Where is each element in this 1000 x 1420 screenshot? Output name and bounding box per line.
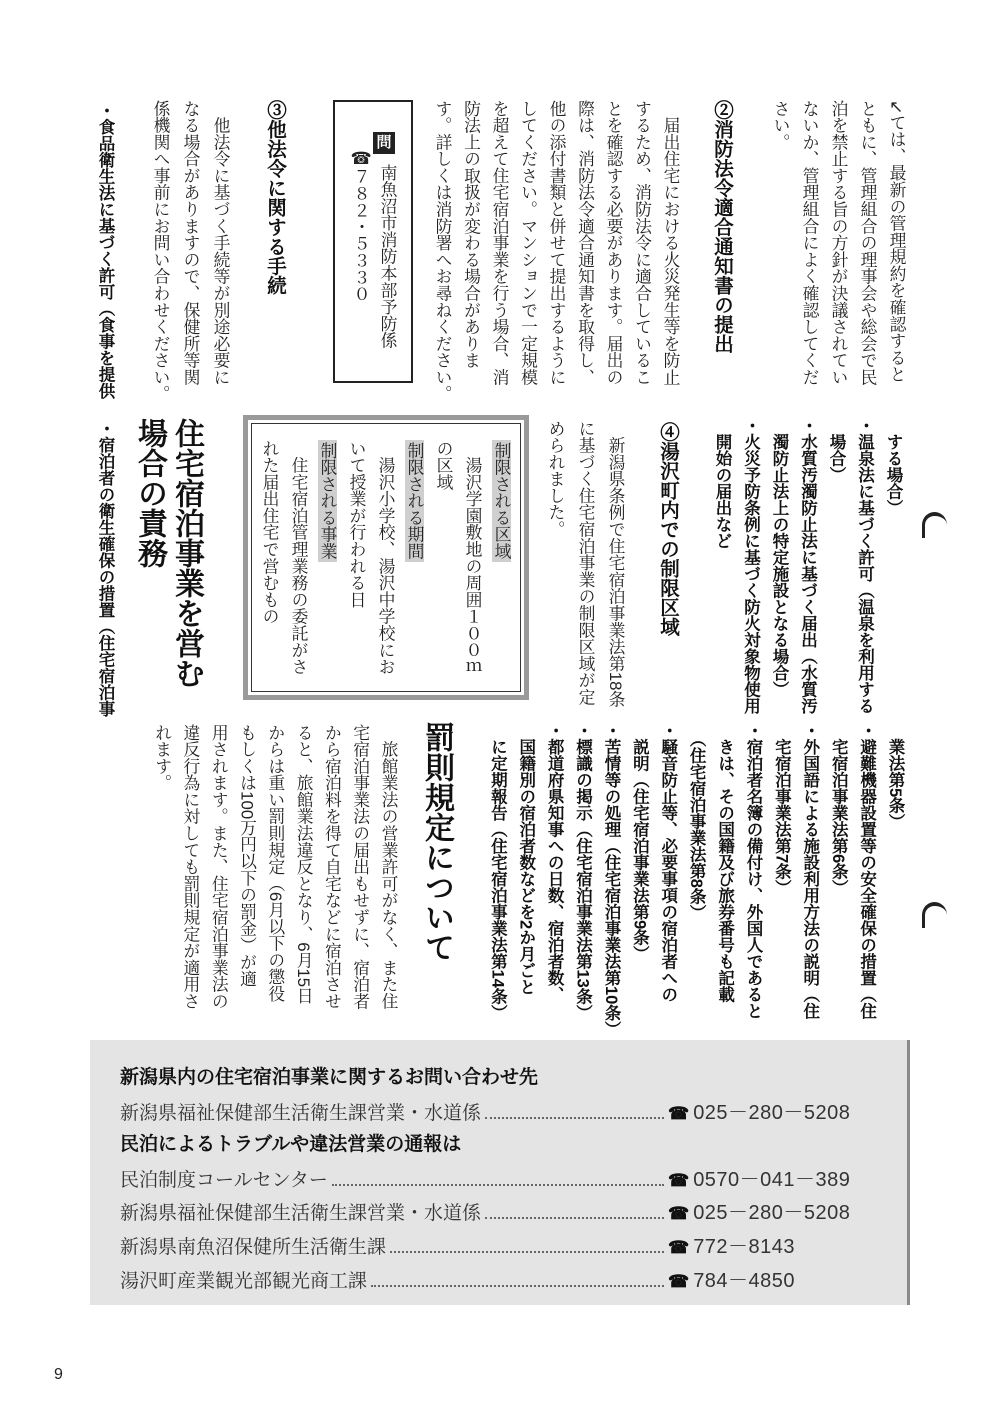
text-column: （住宅宿泊事業法第8条） (687, 722, 706, 921)
section-4-heading: ④湯沢町内での制限区域 (657, 422, 679, 637)
text-column: ・苦情等の処理（住宅宿泊事業法第10条） (601, 722, 620, 1038)
inquiry-label: 問 (373, 132, 395, 154)
text-column: れます。 (152, 724, 172, 792)
text-column: ・標識の掲示（住宅宿泊事業法第13条） (573, 722, 592, 1021)
text-column: 新潟県条例で住宅宿泊事業法第18条 (606, 420, 625, 708)
duties-bullets (483, 722, 909, 1037)
contact-row (120, 1096, 907, 1130)
text-column: ・水質汚濁防止法に基づく届出（水質汚 (798, 417, 817, 714)
restricted-business-title-text: 制限される事業 (318, 442, 337, 560)
food-sanitation-bullet: ・食品衛生法に基づく許可（食事を提供 (96, 102, 114, 399)
contact-phone: 784－4850 (693, 1269, 796, 1292)
text-column: 業法第5条） (886, 722, 904, 831)
inquiry-box (333, 100, 413, 383)
hygiene-bullet: ・宿泊者の衛生確保の措置（住宅宿泊事 (96, 420, 114, 717)
restricted-period-line: 湯沢小学校、湯沢中学校にお (376, 440, 395, 676)
text-column: してください。マンションで一定規模 (518, 100, 538, 386)
text-column: なる場合がありますので、保健所等関 (181, 100, 200, 386)
text-column: 宅宿泊事業法第6条） (829, 722, 848, 897)
text-column: ともに、管理組合の理事会や総会で民 (858, 100, 877, 386)
text-column: ↙ては、最新の管理規約を確認すると (887, 100, 906, 383)
contact-row (120, 1230, 907, 1264)
inquiry-department: 南魚沼市消防本部予防係 (378, 164, 397, 349)
restricted-area-title-text: 制限される区域 (492, 442, 511, 560)
text-column: ・温泉法に基づく許可（温泉を利用する (855, 417, 874, 714)
text-column: からは重い罰則規定（6月以下の懲役 (265, 724, 285, 1002)
text-column: とを確認する必要があります。届出の (604, 100, 623, 386)
text-column: 旅館業法の営業許可がなく、また住 (379, 724, 398, 1010)
text-column: を超えて住宅宿泊事業を行う場合、消 (490, 100, 509, 386)
text-column: 届出住宅における火災発生等を防止 (661, 100, 680, 386)
text-column: 泊を禁止する旨の方針が決議されてい (829, 100, 848, 386)
contact-label: 新潟県福祉保健部生活衛生課営業・水道係 (120, 1102, 482, 1124)
text-column: ると、旅館業法違反となり、6月15日 (294, 724, 314, 1004)
text-column: もしくは100万円以下の罰金）が適 (237, 724, 257, 988)
other-laws-bullets (708, 417, 908, 714)
text-column: められました。 (546, 420, 565, 538)
restricted-business-title (313, 440, 342, 675)
text-column: ないか、管理組合によく確認してくだ (800, 100, 819, 386)
text-column: に定期報告（住宅宿泊事業法第14条） (488, 722, 507, 1021)
text-column: きは、その国籍及び旅券番号も記載 (715, 722, 734, 1003)
restricted-business-line: れた届出住宅で営むもの (260, 440, 279, 625)
text-column: 違反行為に対しても罰則規定が適用さ (180, 724, 200, 1010)
text-column: から宿泊料を得て自宅などに宿泊させ (322, 724, 342, 1010)
intro-text (766, 100, 911, 385)
contact-phone: 025－280－5208 (693, 1202, 851, 1225)
phone-icon: ☎ (668, 1103, 690, 1123)
contact-row (120, 1196, 907, 1230)
text-column: 際は、消防法令適合通知書を取得し、 (575, 100, 595, 386)
text-column: 係機関へ事前にお問い合わせください。 (151, 100, 170, 403)
restricted-area-line: 湯沢学園敷地の周囲１００ｍ (463, 440, 482, 676)
text-column: 用されます。また、住宅宿泊事業法の (209, 724, 229, 1010)
section-3-heading: ③他法令に関する手続 (264, 100, 286, 295)
binding-mark (922, 512, 947, 538)
contact-row (120, 1163, 907, 1197)
text-column: 宅宿泊事業法第7条） (772, 722, 791, 897)
restricted-period-title-text: 制限される期間 (405, 442, 424, 560)
dot-leader (390, 1251, 664, 1253)
section-3-body (145, 100, 235, 402)
contact-phone: 0570－041－389 (693, 1168, 851, 1191)
restricted-business-line: 住宅宿泊管理業務の委託がさ (289, 440, 308, 676)
inquiry-phone: ☎７８２・５３３０ (351, 148, 370, 303)
text-column: する場合） (884, 417, 902, 516)
restricted-period-title (400, 440, 429, 675)
contact-label: 新潟県南魚沼保健所生活衛生課 (120, 1236, 387, 1258)
text-column: さい。 (771, 100, 790, 151)
restricted-area-title (487, 440, 516, 675)
text-column: 国籍別の宿泊者数などを2か月ごと (516, 722, 535, 996)
dot-leader (371, 1285, 664, 1287)
text-column: 他の添付書類と併せて提出するように (547, 100, 566, 386)
phone-icon: ☎ (668, 1271, 690, 1291)
text-column: ・宿泊者名簿の備付け、外国人であると (743, 722, 762, 1019)
text-column: ・外国語による施設利用方法の説明（住 (800, 722, 819, 1019)
binding-mark (922, 902, 947, 928)
restriction-box (243, 415, 529, 700)
text-column: 宅宿泊事業法の届出もせずに、宿泊者 (350, 724, 370, 1010)
contact-phone: 025－280－5208 (693, 1101, 851, 1124)
text-column: 説明（住宅宿泊事業法第9条） (630, 722, 649, 963)
restricted-area-line: の区域 (434, 440, 453, 491)
text-column: 場合） (827, 417, 845, 483)
text-column: ・都道府県知事への日数、宿泊者数、 (545, 722, 564, 1003)
text-column: 開始の届出など (713, 417, 731, 549)
text-column: ・避難機器設置等の安全確保の措置（住 (857, 722, 876, 1019)
text-column: ・火災予防条例に基づく防火対象物使用 (741, 417, 760, 714)
text-column: ・騒音防止等、必要事項の宿泊者への (658, 722, 677, 1003)
contact-label: 民泊制度コールセンター (120, 1169, 328, 1191)
contact-row (120, 1264, 907, 1298)
text-column: 住宅宿泊事業を営む (170, 418, 203, 688)
contact-heading-inquiry: 新潟県内の住宅宿泊事業に関するお問い合わせ先 (120, 1067, 539, 1088)
contact-label: 新潟県福祉保健部生活衛生課営業・水道係 (120, 1203, 482, 1225)
dot-leader (485, 1117, 664, 1119)
dot-leader (485, 1217, 664, 1219)
text-column: す。詳しくは消防署へお尋ねください。 (433, 100, 452, 403)
text-column: 他法令に基づく手続等が別途必要に (211, 100, 230, 386)
section-2-heading: ②消防法令適合通知書の提出 (711, 100, 733, 354)
text-column: するため、消防法令に適合しているこ (632, 100, 652, 386)
contact-phone: 772－8143 (693, 1235, 796, 1258)
phone-icon: ☎ (668, 1237, 690, 1257)
restricted-period-line: いて授業が行われる日 (347, 440, 366, 608)
phone-icon: ☎ (668, 1204, 690, 1224)
penalty-body (147, 724, 402, 1009)
duties-heading (131, 418, 205, 688)
text-column: 防法上の取扱が変わる場合がありま (461, 100, 481, 369)
contact-label: 湯沢町産業観光部観光商工課 (120, 1270, 368, 1292)
contact-heading-report: 民泊によるトラブルや違法営業の通報は (120, 1134, 462, 1156)
section-4-body (540, 420, 630, 707)
phone-icon: ☎ (668, 1170, 690, 1190)
text-column: 場合の責務 (133, 418, 166, 568)
restriction-contents (255, 440, 516, 675)
page-number: 9 (54, 1366, 63, 1383)
dot-leader (332, 1184, 664, 1186)
section-2-body (428, 100, 685, 402)
text-column: 濁防止法上の特定施設となる場合） (770, 417, 788, 698)
contact-box (90, 1040, 910, 1305)
penalty-heading: 罰則規定について (420, 722, 453, 962)
text-column: に基づく住宅宿泊事業の制限区域が定 (576, 420, 595, 706)
